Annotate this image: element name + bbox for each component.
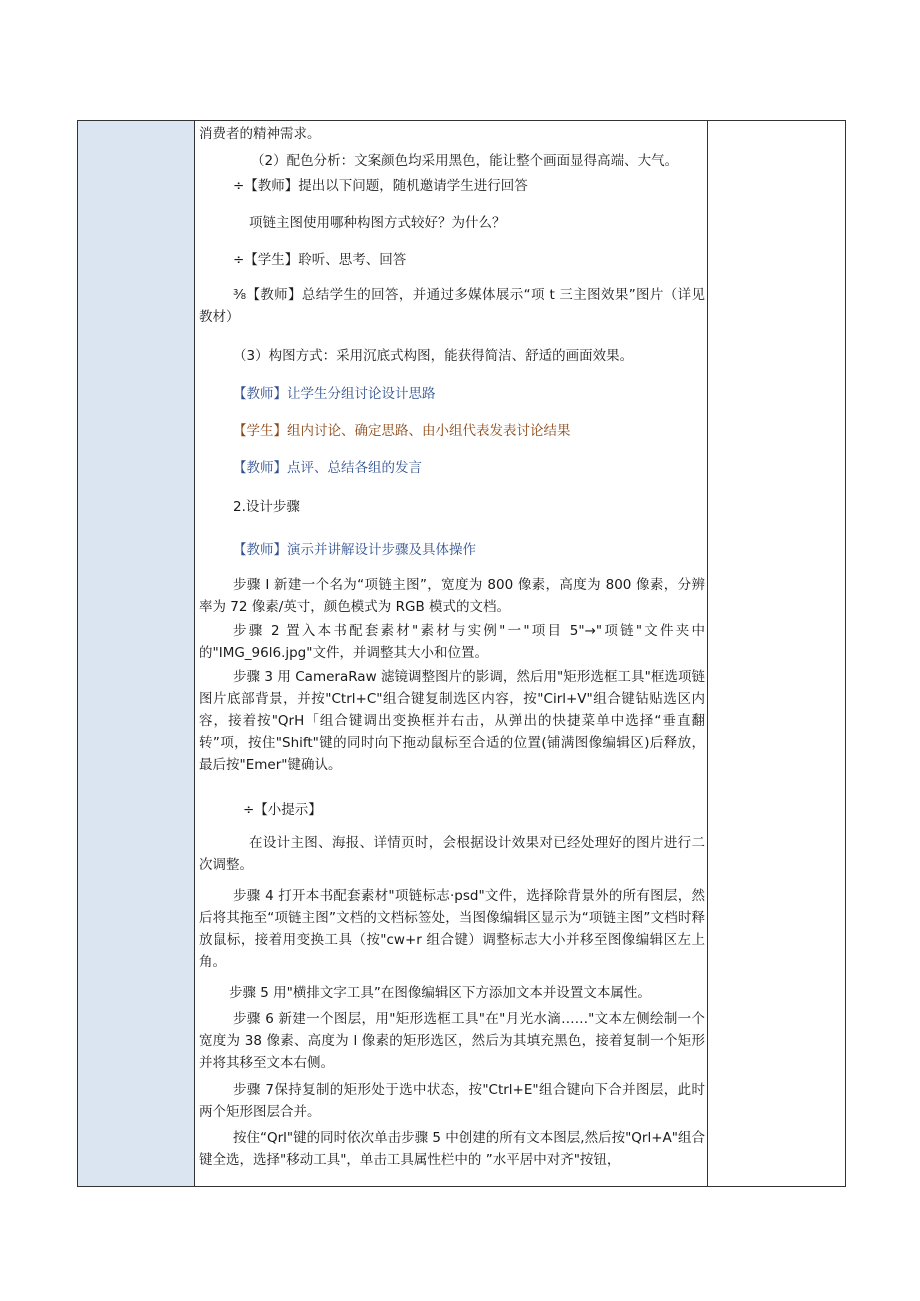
text-line: 消费者的精神需求。 (199, 126, 321, 142)
step-paragraph: 步骤 3 用 CameraRaw 滤镜调整图片的影调，然后用"矩形选框工具"框选项链图片底部背景，并按"Ctrl+C"组合键复制选区内容，按"Cirl+V"组合键钻贴选区内容，接着按"QrH「组合键调出变换框并右击，从弹出的快捷菜单中选择“垂直翻转”项，按住"Shift"键的同时向下拖动鼠标至合适的位置(铺满图像编辑区)后释放，最后按"Emer"键确认。 (199, 669, 705, 773)
lesson-table (77, 120, 846, 1187)
step-paragraph: 步骤 7保持复制的矩形处于选中状态，按"Ctrl+E"组合键向下合并图层，此时两个矩形图层合并。 (199, 1082, 705, 1120)
text-line: （3）构图方式：采用沉底式构图，能获得简洁、舒适的画面效果。 (233, 348, 634, 364)
step-paragraph: 步骤 4 打开本书配套素材"项链标志·psd"文件，选择除背景外的所有图层，然后将其拖至“项链主图”文档的文档标签处，当图像编辑区显示为“项链主图”文档时释放鼠标，接着用变换工具（按"cw+r 组合键）调整标志大小并移至图像编辑区左上角。 (199, 888, 705, 970)
tip-paragraph: 在设计主图、海报、详情页时，会根据设计效果对已经处理好的图片进行二次调整。 (199, 835, 705, 873)
right-notes-column (707, 121, 845, 1186)
text-line: （2）配色分析：文案颜色均采用黑色，能让整个画面显得高端、大气。 (251, 153, 679, 169)
step-paragraph: 步骤 2 置入本书配套素材"素材与实例"一"项目 5"→"项链"文件夹中的"IMG_96l6.jpg"文件，并调整其大小和位置。 (199, 623, 705, 661)
step-paragraph: 按住“Qrl"键的同时依次单击步骤 5 中创建的所有文本图层,然后按"Qrl+A"组合键全选，选择"移动工具"，单击工具属性栏中的 ”水平居中对齐"按钮， (199, 1130, 705, 1168)
teacher-line: 【教师】让学生分组讨论设计思路 (233, 386, 436, 402)
teacher-line: 【教师】演示并讲解设计步骤及具体操作 (233, 542, 476, 558)
teacher-line: 【教师】点评、总结各组的发言 (233, 460, 422, 476)
text-line: ÷【教师】提出以下问题，随机邀请学生进行回答 (233, 178, 528, 194)
section-heading: 2.设计步骤 (233, 499, 300, 515)
text-line: ÷【学生】聆听、思考、回答 (233, 252, 407, 268)
text-paragraph: ⅜【教师】总结学生的回答，并通过多媒体展示“项 t 三主图效果”图片（详见教材） (199, 287, 705, 325)
step-paragraph: 步骤 6 新建一个图层，用"矩形选框工具"在"月光水滴……"文本左侧绘制一个宽度为 38 像素、高度为 l 像素的矩形选区，然后为其填充黑色，接着复制一个矩形并将其移至文本右侧。 (199, 1011, 705, 1071)
question-line: 项链主图使用哪种构图方式较好？为什么？ (249, 215, 506, 231)
step-paragraph: 步骤 I 新建一个名为“项链主图”，宽度为 800 像素，高度为 800 像素，分辨率为 72 像素/英寸，颜色模式为 RGB 模式的文档。 (199, 577, 705, 615)
step-paragraph: 步骤 5 用"横排文字工具”在图像编辑区下方添加文本并设置文本属性。 (229, 985, 651, 1001)
left-label-column (78, 121, 195, 1186)
student-line: 【学生】组内讨论、确定思路、由小组代表发表讨论结果 (233, 423, 571, 439)
tip-heading: ÷【小提示】 (243, 802, 322, 818)
